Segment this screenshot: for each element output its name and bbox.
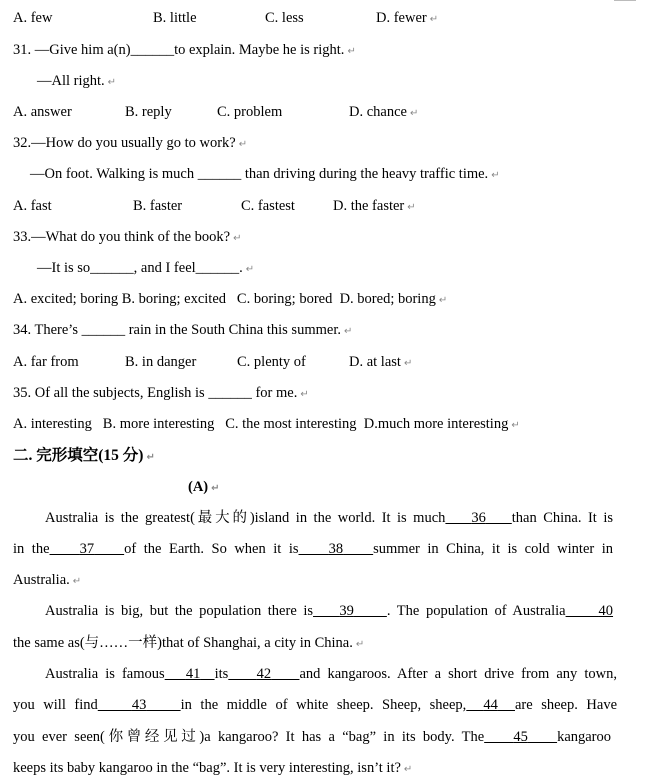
- text-run: than China. It is: [511, 510, 613, 526]
- q32-option-b: B. faster: [133, 198, 183, 214]
- blank-41: 41: [185, 666, 201, 682]
- paragraph-mark-icon: ↵: [72, 576, 82, 587]
- blank-39: 39: [339, 603, 354, 619]
- q34-line1: 34. There’s ______ rain in the South China this summer.: [13, 322, 341, 338]
- paragraph-mark-icon: ↵: [233, 233, 242, 244]
- passage-p1-line3: [13, 570, 81, 592]
- q35-question: [13, 383, 309, 405]
- paragraph-mark-icon: ↵: [407, 202, 416, 213]
- blank-37: 37: [79, 541, 95, 557]
- passage-p3-line2: [13, 695, 617, 715]
- q35-line1: 35. Of all the subjects, English is ______ for me.: [13, 385, 298, 401]
- passage-p2-line2: [13, 633, 364, 655]
- q33-line1: 33.—What do you think of the book?: [13, 229, 231, 245]
- q31-reply: [37, 71, 116, 93]
- paragraph-mark-icon: ↵: [355, 639, 365, 650]
- text-run: . The population of Australia: [386, 603, 566, 619]
- paragraph-mark-icon: ↵: [403, 764, 413, 775]
- paragraph-mark-icon: ↵: [409, 108, 419, 119]
- text-run: its: [214, 666, 229, 682]
- blank-40: 40: [598, 603, 614, 619]
- q34-question: [13, 320, 352, 342]
- paragraph-mark-icon: ↵: [491, 170, 500, 181]
- blank-42: 42: [256, 666, 272, 682]
- q31-option-c: C. problem: [217, 104, 283, 120]
- q30-option-b: B. little: [153, 10, 197, 26]
- q30-option-a: A. few: [13, 10, 53, 26]
- passage-p2-line1: [45, 601, 613, 621]
- paragraph-mark-icon: ↵: [146, 452, 155, 463]
- passage-subheading: [188, 477, 220, 499]
- q33-options: [13, 289, 447, 311]
- paragraph-mark-icon: ↵: [245, 264, 255, 275]
- blank-36: 36: [471, 510, 486, 526]
- text-run: kangaroo: [557, 729, 612, 745]
- paragraph-mark-icon: ↵: [347, 46, 356, 57]
- q35-options-text: A. interesting B. more interesting C. the most interesting D.much more interesting: [13, 416, 509, 432]
- q31-option-b: B. reply: [125, 104, 172, 120]
- q33-question: [13, 227, 241, 249]
- text-run: summer in China, it is cold winter in: [373, 541, 613, 557]
- q34-option-d: D. at last: [349, 354, 401, 370]
- passage-p1-line1: [45, 508, 613, 528]
- text-run: in the middle of white sheep. Sheep, sheep,: [180, 697, 467, 713]
- q35-options: [13, 414, 520, 436]
- q31-line1: 31. —Give him a(n)______to explain. Maybe he is right.: [13, 42, 345, 58]
- q31-line2: —All right.: [37, 73, 105, 89]
- q30-option-d: D. fewer: [376, 10, 427, 26]
- q33-options-text: A. excited; boring B. boring; excited C. boring; bored D. bored; boring: [13, 291, 436, 307]
- paragraph-mark-icon: ↵: [300, 389, 309, 400]
- passage-p3-line1: [45, 664, 617, 684]
- passage-p3-line4: [13, 758, 412, 780]
- q32-option-a: A. fast: [13, 198, 52, 214]
- text-run: are sheep. Have: [514, 697, 618, 713]
- passage-subheading-text: (A): [188, 479, 209, 495]
- text-run: and kangaroos. After a short drive from any town,: [299, 666, 618, 682]
- section-heading-text: 二. 完形填空(15 分): [13, 447, 144, 464]
- q32-line2: —On foot. Walking is much ______ than driving during the heavy traffic time.: [30, 166, 489, 182]
- q31-question: [13, 40, 356, 62]
- text-run: you ever seen(你曾经见过)a kangaroo? It has a “bag” in its body. The: [13, 729, 485, 745]
- paragraph-mark-icon: ↵: [238, 139, 248, 150]
- q30-option-c: C. less: [265, 10, 304, 26]
- paragraph-mark-icon: ↵: [438, 295, 448, 306]
- q34-option-a: A. far from: [13, 354, 79, 370]
- text-run: in the: [13, 541, 50, 557]
- text-run: keeps its baby kangaroo in the “bag”. It is very interesting, isn’t it?: [13, 760, 401, 776]
- text-run: the same as(与……一样)that of Shanghai, a city in China.: [13, 635, 353, 651]
- paragraph-mark-icon: ↵: [107, 77, 117, 88]
- q32-reply: [30, 164, 500, 186]
- q33-line2: —It is so______, and I feel______.: [37, 260, 243, 276]
- text-run: of the Earth. So when it is: [124, 541, 299, 557]
- q31-option-a: A. answer: [13, 104, 72, 120]
- text-run: Australia is big, but the population there is: [45, 603, 314, 619]
- page-corner-mark: [614, 0, 636, 1]
- q32-option-c: C. fastest: [241, 198, 295, 214]
- text-run: Australia.: [13, 572, 70, 588]
- blank-44: 44: [483, 697, 498, 713]
- paragraph-mark-icon: ↵: [511, 420, 520, 431]
- text-run: you will find: [13, 697, 98, 713]
- paragraph-mark-icon: ↵: [429, 14, 439, 25]
- paragraph-mark-icon: ↵: [403, 358, 413, 369]
- paragraph-mark-icon: ↵: [211, 483, 220, 494]
- paragraph-mark-icon: ↵: [343, 326, 353, 337]
- q32-question: [13, 133, 247, 155]
- passage-p1-line2: [13, 539, 613, 559]
- q33-reply: [37, 258, 254, 280]
- q32-line1: 32.—How do you usually go to work?: [13, 135, 236, 151]
- passage-p3-line3: [13, 727, 611, 747]
- blank-45: 45: [513, 729, 528, 745]
- blank-43: 43: [131, 697, 147, 713]
- text-run: Australia is famous: [45, 666, 165, 682]
- q34-option-b: B. in danger: [125, 354, 197, 370]
- section-heading: [13, 446, 155, 468]
- blank-38: 38: [328, 541, 344, 557]
- q32-option-d: D. the faster: [333, 198, 405, 214]
- q34-option-c: C. plenty of: [237, 354, 306, 370]
- text-run: Australia is the greatest(最大的)island in the world. It is much: [45, 510, 446, 526]
- q31-option-d: D. chance: [349, 104, 407, 120]
